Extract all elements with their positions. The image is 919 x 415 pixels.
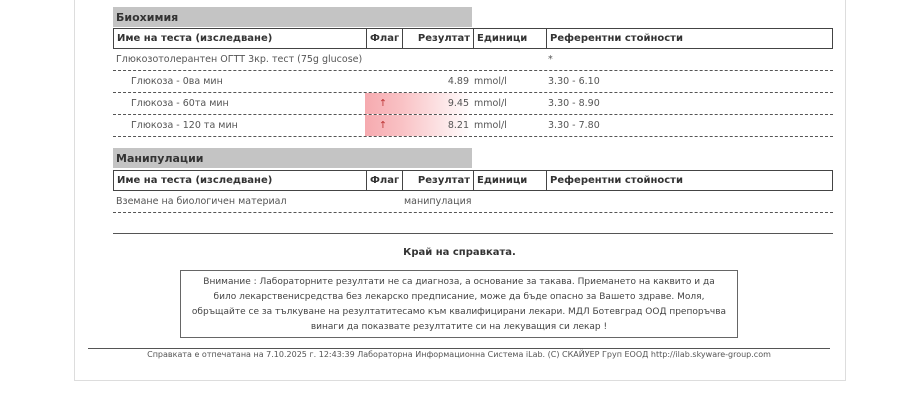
ref-range: 3.30 - 7.80 xyxy=(548,120,600,131)
end-of-report: Край на справката. xyxy=(403,247,516,258)
col-ref: Референтни стойности xyxy=(546,171,832,190)
units: mmol/l xyxy=(474,120,507,131)
result: 9.45 xyxy=(401,93,472,114)
group-ref: * xyxy=(548,54,553,65)
flag-high-icon: ↑ xyxy=(365,115,401,136)
section-title-manipulations: Манипулации xyxy=(113,148,472,168)
col-name: Име на теста (изследване) xyxy=(117,175,273,186)
col-ref: Референтни стойности xyxy=(546,29,832,48)
col-units: Единици xyxy=(473,171,546,190)
table-row xyxy=(113,115,833,137)
result: 8.21 xyxy=(401,115,472,136)
disclaimer-notice: Внимание : Лабораторните резултати не са диагноза, а основание за такава. Приемането на каквито и да било лекарственисредства без лекарско предписание, може да бъде опасно за Вашето здраве. Моля, обръщайте се за тълкуване на резултатитесамо към квалифицирани лекари. МДЛ Ботевград ООД препоръчва винаги да показвате резултатите си на лекуващия си лекар ! xyxy=(180,270,738,338)
units: mmol/l xyxy=(474,98,507,109)
table-row xyxy=(113,93,833,115)
col-units: Единици xyxy=(473,29,546,48)
table-row xyxy=(113,71,833,93)
result: 4.89 xyxy=(447,76,469,87)
test-name: Глюкоза - 120 та мин xyxy=(131,120,238,131)
divider xyxy=(113,233,833,234)
col-result: Резултат xyxy=(402,171,473,190)
col-name: Име на теста (изследване) xyxy=(117,33,273,44)
col-result: Резултат xyxy=(402,29,473,48)
col-flag: Флаг xyxy=(366,171,402,190)
test-name: Глюкоза - 0ва мин xyxy=(131,76,223,87)
test-name: Глюкоза - 60та мин xyxy=(131,98,229,109)
flag-high-icon: ↑ xyxy=(365,93,401,114)
section-title-biochemistry: Биохимия xyxy=(113,7,472,27)
group-name: Глюкозотолерантен ОГТТ 3кр. тест (75g glucose) xyxy=(116,54,363,65)
units: mmol/l xyxy=(474,76,507,87)
footer-divider xyxy=(88,348,830,349)
table-row xyxy=(113,191,833,213)
ref-range: 3.30 - 8.90 xyxy=(548,98,600,109)
test-name: Вземане на биологичен материал xyxy=(116,196,287,207)
print-footer: Справката е отпечатана на 7.10.2025 г. 12:43:39 Лабораторна Информационна Система iLab. (C) СКАЙУЕР Груп ЕООД http://ilab.skyware-group.com xyxy=(147,350,771,359)
group-row xyxy=(113,49,833,71)
col-flag: Флаг xyxy=(366,29,402,48)
table-header xyxy=(113,28,833,49)
result: манипулация xyxy=(404,196,472,207)
table-header xyxy=(113,170,833,191)
ref-range: 3.30 - 6.10 xyxy=(548,76,600,87)
